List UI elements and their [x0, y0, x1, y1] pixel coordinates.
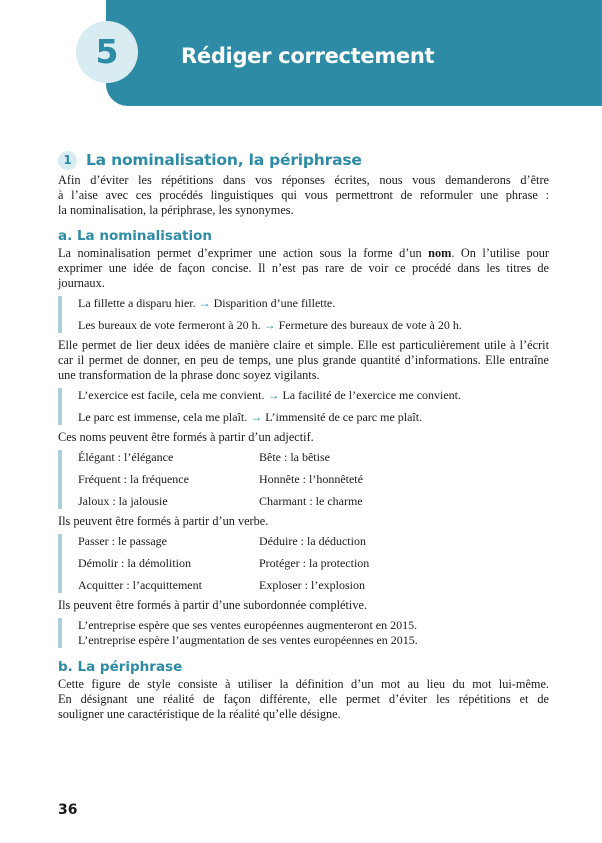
arrow-right-icon: →	[263, 318, 276, 332]
intro-paragraph-line: Afin d’éviter les répétitions dans vos réponses écrites, nous vous demanderons d’être	[58, 173, 549, 187]
periphrase-paragraph-line: En désignant une réalité de façon différente, elle permet d’éviter les répétitions et de	[58, 692, 549, 706]
example-line: L’exercice est facile, cela me convient. → La facilité de l’exercice me convient.	[78, 388, 462, 402]
subsection-title-nominalisation: a. La nominalisation	[58, 228, 213, 244]
example-line: La fillette a disparu hier. → Disparition d’une fillette.	[78, 296, 336, 310]
verb-pair: Déduire : la déduction	[259, 534, 366, 548]
example-line: L’entreprise espère l’augmentation de ses ventes européennes en 2015.	[78, 633, 418, 647]
example-block	[58, 388, 549, 425]
periphrase-paragraph-line: souligner une caractéristique de la réalité qu’elle désigne.	[58, 707, 341, 721]
subordinate-intro: Ils peuvent être formés à partir d’une subordonnée complétive.	[58, 598, 368, 612]
adjective-pair: Fréquent : la fréquence	[78, 472, 189, 486]
example-block	[58, 296, 549, 333]
verb-intro: Ils peuvent être formés à partir d’un verbe.	[58, 514, 269, 528]
adjective-pair: Bête : la bêtise	[259, 450, 330, 464]
verb-pair: Passer : le passage	[78, 534, 167, 548]
section-number-badge: 1	[58, 151, 77, 170]
verb-pair: Exploser : l’explosion	[259, 578, 365, 592]
adjective-pair: Élégant : l’élégance	[78, 450, 174, 464]
adjective-pair: Jaloux : la jalousie	[78, 494, 168, 508]
linking-paragraph-line: une transformation de la phrase donc soyez vigilants.	[58, 368, 320, 382]
verb-pair: Protéger : la protection	[259, 556, 370, 570]
adjective-intro: Ces noms peuvent être formés à partir d’un adjectif.	[58, 430, 314, 444]
section-heading	[58, 149, 549, 171]
adjective-examples	[58, 450, 549, 509]
arrow-right-icon: →	[250, 410, 263, 424]
example-line: Le parc est immense, cela me plaît. → L’immensité de ce parc me plaît.	[78, 410, 423, 424]
example-line: Les bureaux de vote fermeront à 20 h. → Fermeture des bureaux de vote à 20 h.	[78, 318, 462, 332]
intro-paragraph-line: la nominalisation, la périphrase, les synonymes.	[58, 203, 294, 217]
page-content	[58, 149, 549, 722]
arrow-right-icon: →	[198, 296, 211, 310]
page-number: 36	[58, 802, 78, 818]
nominalisation-definition-line: exprimer une idée de façon concise. Il n’est pas rare de voir ce procédé dans les titres de	[58, 261, 549, 275]
intro-paragraph-line: à l’aise avec ces procédés linguistiques qui vous permettront de reformuler une phrase :	[58, 188, 549, 202]
verb-pair: Acquitter : l’acquittement	[78, 578, 202, 592]
subordinate-examples	[58, 618, 549, 648]
periphrase-paragraph-line: Cette figure de style consiste à utiliser la définition d’un mot au lieu du mot lui-même.	[58, 677, 549, 691]
nominalisation-definition-line: journaux.	[58, 276, 105, 290]
adjective-pair: Honnête : l’honnêteté	[259, 472, 363, 486]
adjective-pair: Charmant : le charme	[259, 494, 363, 508]
chapter-number-badge: 5	[76, 21, 138, 83]
chapter-title: Rédiger correctement	[181, 44, 435, 68]
bold-keyword: nom	[428, 246, 452, 260]
arrow-right-icon: →	[267, 388, 280, 402]
example-line: L’entreprise espère que ses ventes européennes augmenteront en 2015.	[78, 618, 418, 632]
nominalisation-definition-line: La nominalisation permet d’exprimer une action sous la forme d’un nom. On l’utilise pour	[58, 246, 550, 260]
subsection-title-periphrase: b. La périphrase	[58, 659, 183, 675]
linking-paragraph-line: Elle permet de lier deux idées de manière claire et simple. Elle est particulièrement utile à l’écrit	[58, 338, 549, 352]
verb-examples	[58, 534, 549, 593]
verb-pair: Démolir : la démolition	[78, 556, 191, 570]
section-title: La nominalisation, la périphrase	[86, 151, 362, 169]
linking-paragraph-line: car il permet de donner, en peu de temps, une plus grande quantité d’informations. Elle entraîne	[58, 353, 549, 367]
